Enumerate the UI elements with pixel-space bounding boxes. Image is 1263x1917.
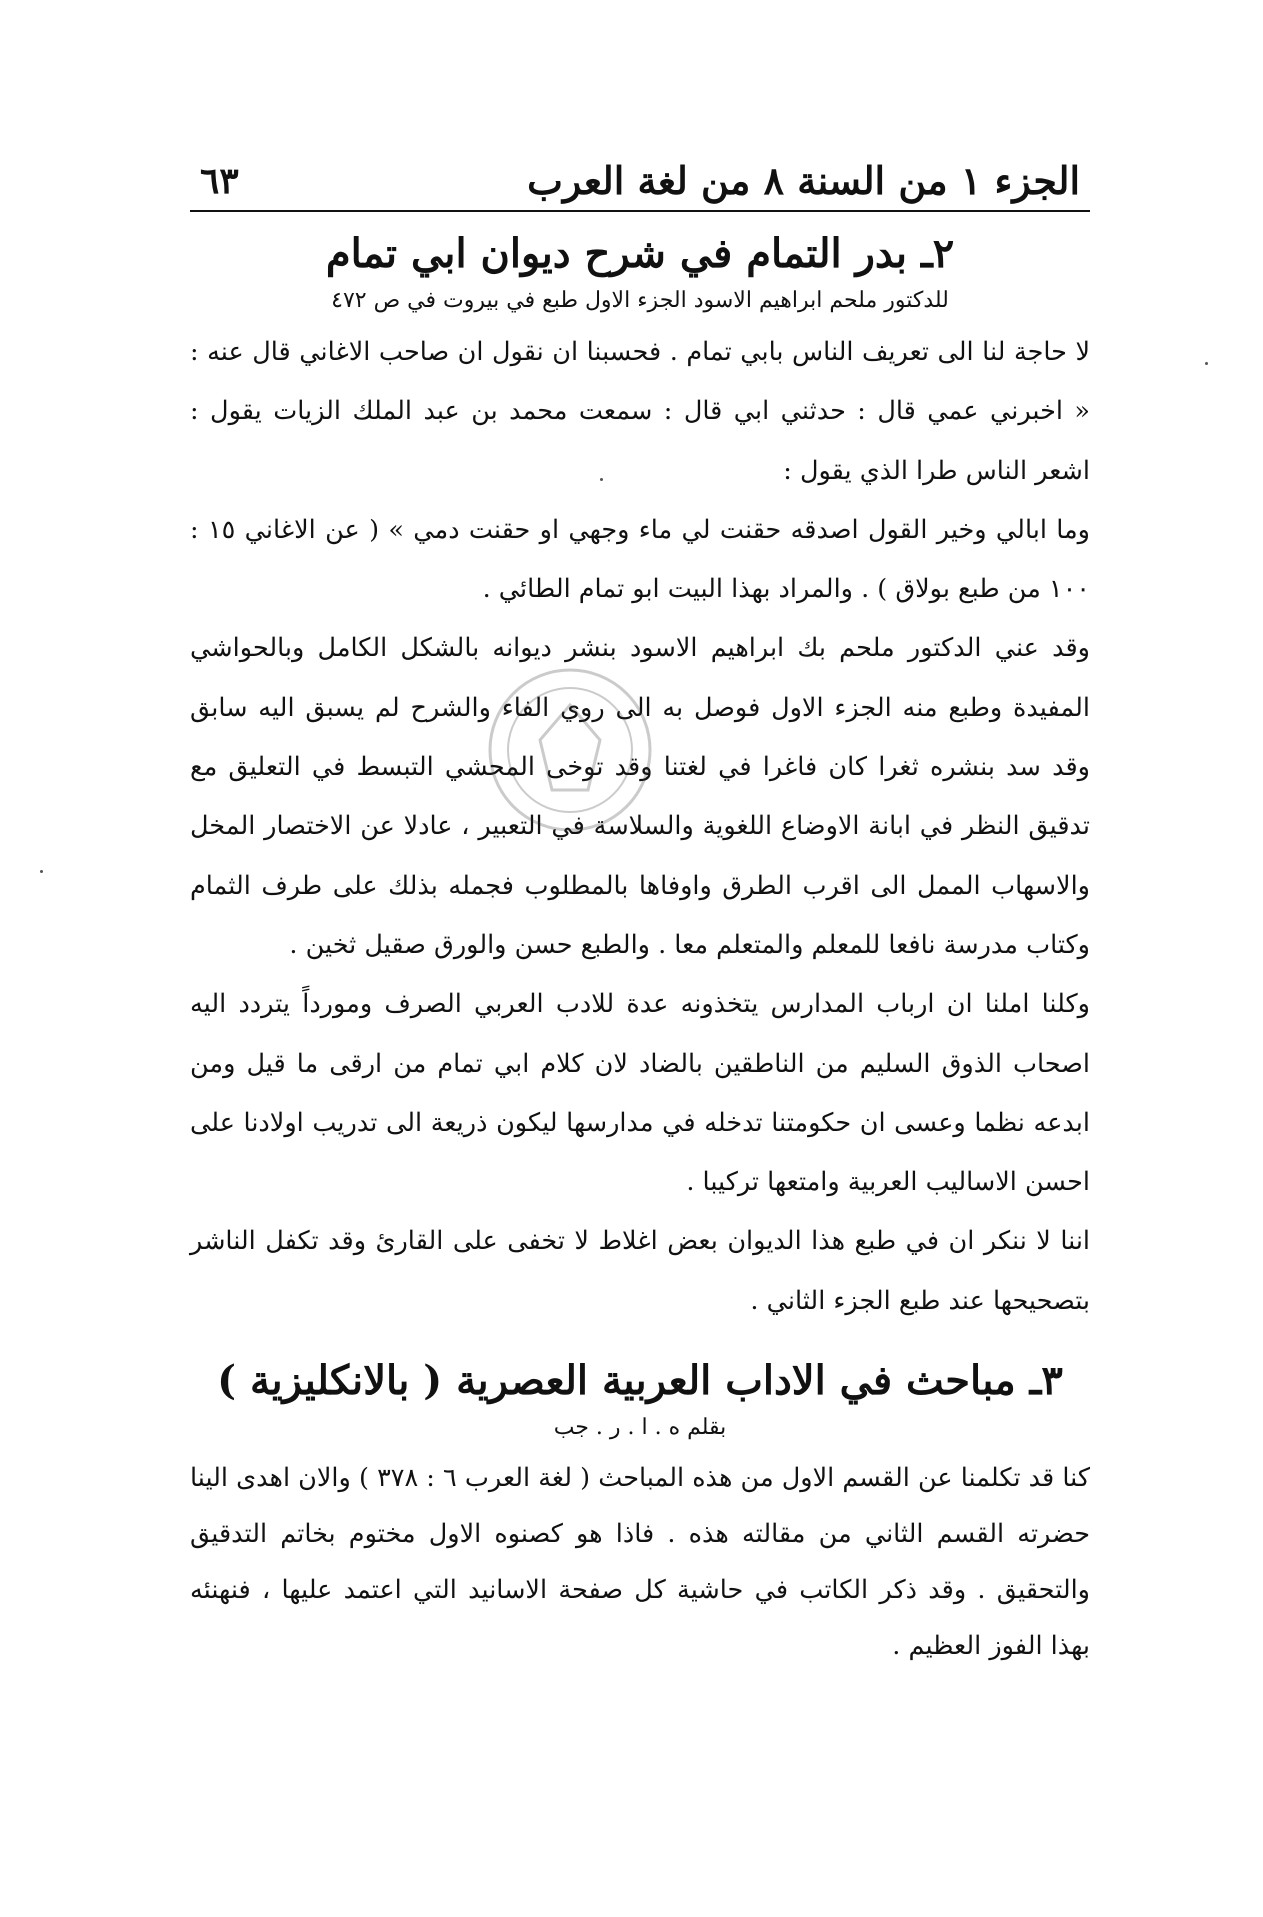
page-number: ٦٣ bbox=[200, 160, 239, 202]
review-section-2 bbox=[190, 230, 1090, 1331]
section-3-byline: بقلم ه . ا . ر . جب bbox=[553, 1415, 727, 1441]
running-header bbox=[190, 160, 1090, 212]
running-title: الجزء ١ من السنة ٨ من لغة العرب bbox=[527, 158, 1080, 204]
margin-speck bbox=[600, 478, 603, 481]
paragraph: لا حاجة لنا الى تعريف الناس بابي تمام . فحسبنا ان نقول ان صاحب الاغاني قال عنه : « اخبرني عمي قال : حدثني ابي قال : سمعت محمد بن عبد الملك الزيات يقول : اشعر الناس طرا الذي يقول : bbox=[190, 337, 1090, 486]
section-2-title: ٢ـ بدر التمام في شرح ديوان ابي تمام bbox=[325, 230, 955, 277]
paragraph: وما ابالي وخير القول اصدقه حقنت لي ماء وجهي او حقنت دمي » ( عن الاغاني ١٥ : ١٠٠ من طبع بولاق ) . والمراد بهذا البيت ابو تمام الطائي . bbox=[190, 514, 1090, 605]
margin-speck bbox=[1205, 362, 1208, 365]
paragraph: وكلنا املنا ان ارباب المدارس يتخذونه عدة للادب العربي الصرف ومورداً يتردد اليه اصحاب الذوق السليم من الناطقين بالضاد لان كلام ابي تمام من ارقى ما قيل ومن ابدعه نظما وعسى ان حكومتنا تدخله في مدارسها ليكون ذريعة الى تدريب اولادنا على احسن الاساليب العربية وامتعها تركيبا . bbox=[190, 989, 1091, 1198]
margin-speck bbox=[40, 870, 43, 873]
book-page bbox=[190, 160, 1090, 1674]
section-2-byline: للدكتور ملحم ابراهيم الاسود الجزء الاول طبع في بيروت في ص ٤٧٢ bbox=[331, 288, 949, 313]
paragraph: اننا لا ننكر ان في طبع هذا الديوان بعض اغلاط لا تخفى على القارئ وقد تكفل الناشر بتصحيحها عند طبع الجزء الثاني . bbox=[190, 1226, 1090, 1316]
review-section-3 bbox=[190, 1357, 1090, 1674]
section-3-title: ٣ـ مباحث في الاداب العربية العصرية ( بالانكليزية ) bbox=[217, 1357, 1063, 1405]
paragraph: وقد عني الدكتور ملحم بك ابراهيم الاسود بنشر ديوانه بالشكل الكامل وبالحواشي المفيدة وطبع منه الجزء الاول فوصل به الى روي الفاء والشرح لم يسبق اليه سابق وقد سد بنشره ثغرا كان فاغرا في لغتنا وقد توخى المحشي التبسط في التعليق مع تدقيق النظر في ابانة الاوضاع اللغوية والسلاسة في التعبير ، عادلا عن الاختصار المخل والاسهاب الممل الى اقرب الطرق واوفاها بالمطلوب فجمله بذلك على طرف الثمام وكتاب مدرسة نافعا للمعلم والمتعلم معا . والطبع حسن والورق صقيل ثخين . bbox=[190, 633, 1090, 960]
paragraph: كنا قد تكلمنا عن القسم الاول من هذه المباحث ( لغة العرب ٦ : ٣٧٨ ) والان اهدى الينا حضرته القسم الثاني من مقالته هذه . فاذا هو كصنوه الاول مختوم بخاتم التدقيق والتحقيق . وقد ذكر الكاتب في حاشية كل صفحة الاسانيد التي اعتمد عليها ، فنهنئه بهذا الفوز العظيم . bbox=[190, 1463, 1090, 1662]
